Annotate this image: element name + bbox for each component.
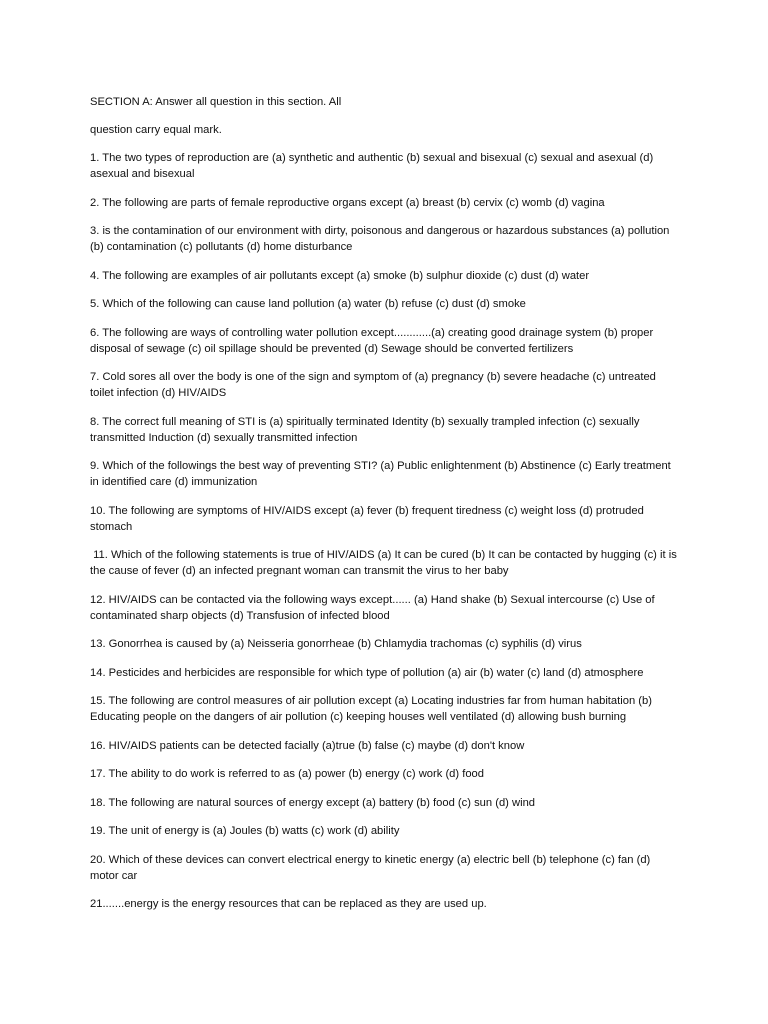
section-heading: SECTION A: Answer all question in this section. All <box>90 96 342 108</box>
question-9: 9. Which of the followings the best way of preventing STI? (a) Public enlightenment (b) Abstinence (c) Early treatment in identified care (d) immunization <box>90 460 674 488</box>
question-5: 5. Which of the following can cause land pollution (a) water (b) refuse (c) dust (d) smoke <box>90 298 526 310</box>
question-19: 19. The unit of energy is (a) Joules (b) watts (c) work (d) ability <box>90 825 400 837</box>
question-6: 6. The following are ways of controlling water pollution except............(a) creating good drainage system (b) proper disposal of sewage (c) oil spillage should be prevented (d) Sewage should be converted fertilizers <box>90 326 657 355</box>
question-12: 12. HIV/AIDS can be contacted via the following ways except...... (a) Hand shake (b) Sexual intercourse (c) Use of contaminated sharp objects (d) Transfusion of infected blood <box>90 593 658 622</box>
question-18: 18. The following are natural sources of energy except (a) battery (b) food (c) sun (d) wind <box>90 796 536 809</box>
question-4: 4. The following are examples of air pollutants except (a) smoke (b) sulphur dioxide (c) dust (d) water <box>90 269 590 282</box>
question-16: 16. HIV/AIDS patients can be detected facially (a)true (b) false (c) maybe (d) don't know <box>90 739 525 752</box>
section-instruction: question carry equal mark. <box>90 124 222 136</box>
question-7: 7. Cold sores all over the body is one of the sign and symptom of (a) pregnancy (b) severe headache (c) untreated toilet infection (d) HIV/AIDS <box>90 371 660 399</box>
question-20: 20. Which of these devices can convert electrical energy to kinetic energy (a) electric bell (b) telephone (c) fan (d) motor car <box>90 853 654 882</box>
question-14: 14. Pesticides and herbicides are responsible for which type of pollution (a) air (b) water (c) land (d) atmosphere <box>90 666 644 679</box>
question-13: 13. Gonorrhea is caused by (a) Neisseria gonorrheae (b) Chlamydia trachomas (c) syphilis (d) virus <box>90 638 582 650</box>
question-15: 15. The following are control measures of air pollution except (a) Locating industries far from human habitation (b) Educating people on the dangers of air pollution (c) keeping houses well ventilated (d) allowing bush burning <box>90 695 656 723</box>
question-11: 11. Which of the following statements is true of HIV/AIDS (a) It can be cured (b) It can be contacted by hugging (c) it is the cause of fever (d) an infected pregnant woman can transmit the virus to her baby <box>90 549 680 577</box>
question-2: 2. The following are parts of female reproductive organs except (a) breast (b) cervix (c) womb (d) vagina <box>90 196 605 209</box>
question-21: 21.......energy is the energy resources that can be replaced as they are used up. <box>90 898 487 910</box>
document-page <box>90 94 680 925</box>
question-8: 8. The correct full meaning of STI is (a) spiritually terminated Identity (b) sexually trampled infection (c) sexually transmitted Induction (d) sexually transmitted infection <box>90 415 643 444</box>
question-1: 1. The two types of reproduction are (a) synthetic and authentic (b) sexual and bisexual (c) sexual and asexual (d) asexual and bisexual <box>90 152 657 180</box>
question-17: 17. The ability to do work is referred to as (a) power (b) energy (c) work (d) food <box>90 768 484 780</box>
question-3: 3. is the contamination of our environment with dirty, poisonous and dangerous or hazardous substances (a) pollution (b) contamination (c) pollutants (d) home disturbance <box>90 225 673 253</box>
question-10: 10. The following are symptoms of HIV/AIDS except (a) fever (b) frequent tiredness (c) weight loss (d) protruded stomach <box>90 504 647 533</box>
